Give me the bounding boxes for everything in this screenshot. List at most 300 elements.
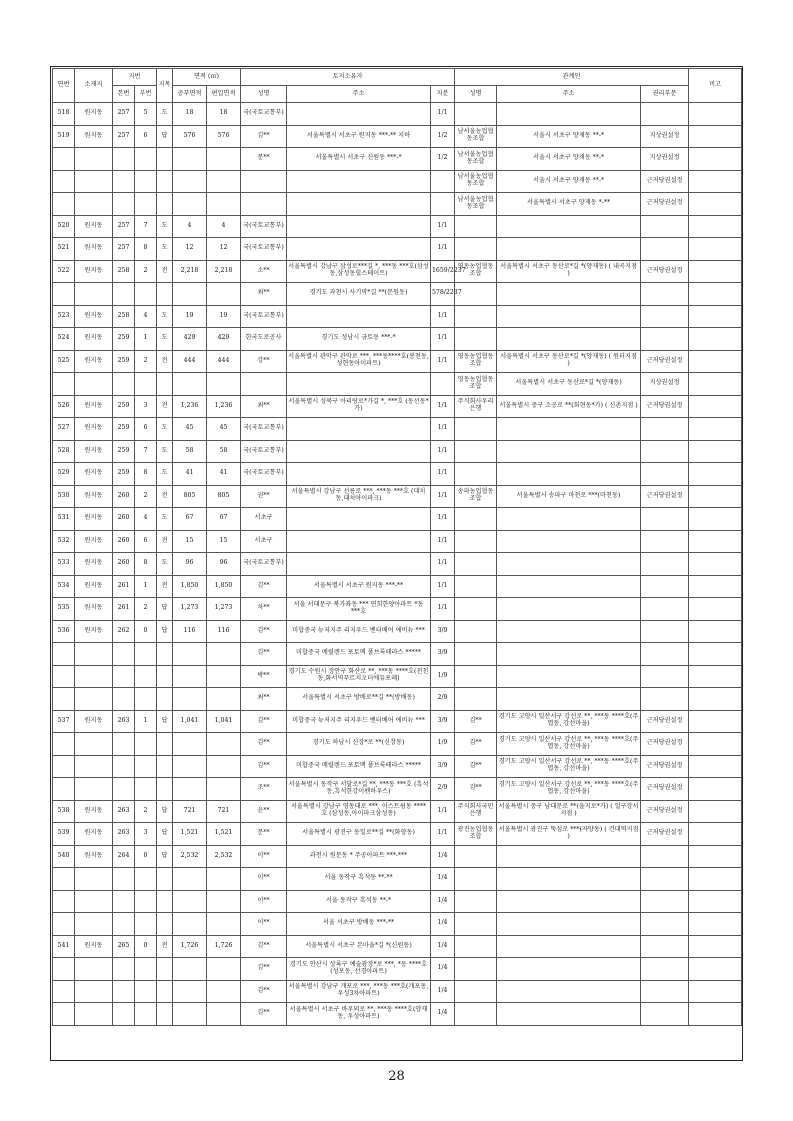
cell-seq: 531 [53, 508, 75, 531]
cell-public-area: 4 [173, 215, 207, 238]
cell-location: 원지동 [75, 553, 113, 576]
cell-location: 원지동 [75, 710, 113, 733]
cell-main-no: 259 [113, 350, 135, 373]
cell-owner-address: 서울특별시 서초구 원지동 ***-** [287, 575, 431, 598]
table-row [53, 778, 742, 801]
cell-party-name [455, 598, 497, 621]
cell-sub-no [135, 733, 157, 756]
cell-remarks [689, 665, 742, 688]
cell-party-name [455, 935, 497, 958]
cell-party-address [497, 103, 641, 126]
cell-public-area [173, 688, 207, 711]
cell-remarks [689, 148, 742, 171]
cell-sub-no [135, 643, 157, 666]
cell-sub-no [135, 980, 157, 1003]
cell-acquired-area [207, 733, 241, 756]
table-row [53, 733, 742, 756]
cell-remarks [689, 553, 742, 576]
header-area-group: 면적 (㎡) [173, 69, 241, 86]
cell-right-type [641, 980, 689, 1003]
cell-location: 원지동 [75, 823, 113, 846]
cell-location [75, 643, 113, 666]
cell-seq [53, 778, 75, 801]
cell-land-type [157, 688, 173, 711]
cell-right-type: 근저당권설정 [641, 710, 689, 733]
cell-land-type: 전 [157, 530, 173, 553]
cell-right-type [641, 688, 689, 711]
cell-party-address: 서울특별시 서초구 동산로*길 *(양재동) ( 내곡지점 ) [497, 260, 641, 283]
cell-land-type [157, 643, 173, 666]
cell-sub-no [135, 170, 157, 193]
cell-location: 원지동 [75, 620, 113, 643]
cell-seq: 537 [53, 710, 75, 733]
cell-main-no: 257 [113, 215, 135, 238]
cell-owner-name: 김** [241, 575, 287, 598]
table-row [53, 350, 742, 373]
cell-acquired-area [207, 170, 241, 193]
cell-land-type [157, 778, 173, 801]
cell-sub-no: 3 [135, 395, 157, 418]
cell-right-type: 지상권설정 [641, 125, 689, 148]
cell-land-type: 도 [157, 215, 173, 238]
cell-party-name [455, 305, 497, 328]
cell-owner-address: 서울특별시 서초구 원지동 ***-** 지하 [287, 125, 431, 148]
table-row [53, 238, 742, 261]
cell-remarks [689, 598, 742, 621]
cell-party-name: 주식회사국민은행 [455, 800, 497, 823]
cell-share: 1/4 [431, 890, 455, 913]
cell-public-area [173, 193, 207, 216]
cell-party-address [497, 620, 641, 643]
cell-land-type [157, 868, 173, 891]
cell-sub-no: 8 [135, 238, 157, 261]
cell-acquired-area: 1,273 [207, 598, 241, 621]
cell-owner-name: 문** [241, 823, 287, 846]
cell-share: 1/1 [431, 823, 455, 846]
table-row [53, 620, 742, 643]
cell-remarks [689, 373, 742, 396]
cell-party-address [497, 553, 641, 576]
cell-sub-no: 6 [135, 418, 157, 441]
cell-party-name [455, 215, 497, 238]
cell-land-type: 도 [157, 553, 173, 576]
cell-main-no [113, 868, 135, 891]
table-row [53, 148, 742, 171]
cell-share: 1/1 [431, 215, 455, 238]
cell-public-area: 12 [173, 238, 207, 261]
cell-owner-name: 김** [241, 620, 287, 643]
cell-land-type: 전 [157, 350, 173, 373]
cell-owner-address: 서울특별시 강남구 삼성로***길 *, ***동 ***호(삼성동,삼성동힐스테이트) [287, 260, 431, 283]
cell-acquired-area: 96 [207, 553, 241, 576]
cell-seq [53, 1003, 75, 1026]
cell-acquired-area [207, 868, 241, 891]
cell-owner-address [287, 103, 431, 126]
table-row [53, 980, 742, 1003]
cell-owner-name: 서초구 [241, 530, 287, 553]
cell-sub-no: 8 [135, 553, 157, 576]
cell-main-no [113, 980, 135, 1003]
cell-right-type: 근저당권설정 [641, 350, 689, 373]
cell-main-no [113, 170, 135, 193]
cell-location: 원지동 [75, 103, 113, 126]
cell-land-type: 도 [157, 103, 173, 126]
cell-public-area: 1,273 [173, 598, 207, 621]
cell-location [75, 373, 113, 396]
cell-seq [53, 643, 75, 666]
cell-owner-address: 서울 동작구 흑석동 **-** [287, 868, 431, 891]
cell-remarks [689, 733, 742, 756]
cell-public-area: 1,726 [173, 935, 207, 958]
cell-owner-address [287, 553, 431, 576]
cell-acquired-area [207, 373, 241, 396]
cell-right-type: 근저당권설정 [641, 485, 689, 508]
cell-remarks [689, 958, 742, 981]
table-row [53, 125, 742, 148]
cell-main-no [113, 373, 135, 396]
cell-owner-name: 국(국토교통부) [241, 238, 287, 261]
cell-right-type: 근저당권설정 [641, 193, 689, 216]
cell-right-type [641, 463, 689, 486]
cell-right-type [641, 643, 689, 666]
cell-main-no: 262 [113, 620, 135, 643]
cell-owner-address: 미합중국 뉴저지주 리지우드 벤터베어 에비뉴 *** [287, 620, 431, 643]
cell-acquired-area [207, 958, 241, 981]
cell-main-no: 259 [113, 440, 135, 463]
cell-share: 1/4 [431, 845, 455, 868]
table-row [53, 485, 742, 508]
cell-location: 원지동 [75, 935, 113, 958]
cell-right-type: 근저당권설정 [641, 733, 689, 756]
cell-seq: 532 [53, 530, 75, 553]
header-public-area: 공부면적 [173, 86, 207, 103]
cell-sub-no [135, 373, 157, 396]
cell-main-no [113, 733, 135, 756]
cell-acquired-area: 1,236 [207, 395, 241, 418]
table-row [53, 643, 742, 666]
cell-land-type: 도 [157, 238, 173, 261]
cell-public-area [173, 980, 207, 1003]
cell-share: 3/9 [431, 755, 455, 778]
cell-acquired-area: 1,521 [207, 823, 241, 846]
cell-seq [53, 283, 75, 306]
cell-location [75, 778, 113, 801]
cell-land-type: 도 [157, 305, 173, 328]
table-row [53, 103, 742, 126]
cell-owner-name: 김** [241, 125, 287, 148]
cell-remarks [689, 935, 742, 958]
cell-party-address [497, 913, 641, 936]
cell-public-area: 1,521 [173, 823, 207, 846]
cell-party-address [497, 890, 641, 913]
cell-main-no: 257 [113, 238, 135, 261]
cell-owner-address [287, 238, 431, 261]
cell-sub-no: 5 [135, 103, 157, 126]
table-row [53, 665, 742, 688]
cell-seq [53, 688, 75, 711]
header-land-type: 지목 [157, 69, 173, 103]
cell-location [75, 958, 113, 981]
cell-share: 1/9 [431, 665, 455, 688]
cell-owner-name: 차** [241, 598, 287, 621]
cell-public-area: 19 [173, 305, 207, 328]
cell-public-area [173, 913, 207, 936]
table-row [53, 845, 742, 868]
cell-remarks [689, 215, 742, 238]
cell-remarks [689, 620, 742, 643]
cell-share: 1/4 [431, 913, 455, 936]
cell-owner-name: 국(국토교통부) [241, 463, 287, 486]
cell-seq: 528 [53, 440, 75, 463]
cell-sub-no: 0 [135, 935, 157, 958]
cell-owner-address: 서울특별시 광진구 동일로**길 **(화양동) [287, 823, 431, 846]
cell-party-name [455, 845, 497, 868]
cell-owner-name: 윤** [241, 800, 287, 823]
cell-party-address [497, 215, 641, 238]
cell-owner-name [241, 170, 287, 193]
cell-party-name: 남서울농업협동조합 [455, 125, 497, 148]
cell-right-type [641, 845, 689, 868]
cell-party-address: 경기도 고양시 일산서구 강선로 **, ***동 ****호(주엽동, 강선마을) [497, 755, 641, 778]
cell-party-address: 서울특별시 중구 남대문로 **(을지로*가) ( 일구장서지점 ) [497, 800, 641, 823]
cell-public-area [173, 170, 207, 193]
cell-main-no: 260 [113, 530, 135, 553]
cell-share [431, 373, 455, 396]
cell-acquired-area [207, 193, 241, 216]
cell-sub-no: 2 [135, 485, 157, 508]
cell-remarks [689, 418, 742, 441]
cell-seq: 527 [53, 418, 75, 441]
cell-owner-address: 서울특별시 강남구 선릉로 ***, ***동 ***호 (대치동,대치아이파크) [287, 485, 431, 508]
cell-remarks [689, 890, 742, 913]
cell-party-address [497, 328, 641, 351]
cell-seq: 525 [53, 350, 75, 373]
cell-location [75, 733, 113, 756]
cell-public-area: 444 [173, 350, 207, 373]
cell-remarks [689, 328, 742, 351]
cell-party-address [497, 980, 641, 1003]
cell-acquired-area [207, 148, 241, 171]
cell-owner-name: 김** [241, 643, 287, 666]
cell-party-name [455, 620, 497, 643]
cell-party-name [455, 328, 497, 351]
cell-seq: 524 [53, 328, 75, 351]
cell-owner-address: 서울특별시 서초구 방배로**길 **(방배동) [287, 688, 431, 711]
cell-party-name: 광진농업협동조합 [455, 823, 497, 846]
cell-public-area [173, 890, 207, 913]
cell-sub-no [135, 1003, 157, 1026]
cell-remarks [689, 868, 742, 891]
cell-owner-address [287, 193, 431, 216]
cell-owner-name [241, 193, 287, 216]
cell-acquired-area [207, 643, 241, 666]
cell-location: 원지동 [75, 508, 113, 531]
cell-acquired-area: 429 [207, 328, 241, 351]
cell-land-type: 전 [157, 575, 173, 598]
cell-owner-address [287, 418, 431, 441]
cell-party-address [497, 530, 641, 553]
cell-owner-address: 과천시 원문동 * 주공아파트 ***-*** [287, 845, 431, 868]
cell-owner-name: 문** [241, 148, 287, 171]
table-row [53, 800, 742, 823]
cell-owner-name: 소** [241, 260, 287, 283]
cell-land-type [157, 958, 173, 981]
cell-owner-name: 김** [241, 710, 287, 733]
cell-main-no: 261 [113, 575, 135, 598]
cell-sub-no: 1 [135, 575, 157, 598]
cell-sub-no [135, 688, 157, 711]
cell-land-type: 답 [157, 620, 173, 643]
cell-sub-no: 0 [135, 845, 157, 868]
cell-right-type [641, 305, 689, 328]
cell-seq [53, 665, 75, 688]
cell-owner-name: 국(국토교통부) [241, 103, 287, 126]
cell-share: 1/1 [431, 575, 455, 598]
cell-remarks [689, 575, 742, 598]
table-body [53, 103, 742, 1026]
cell-sub-no: 1 [135, 710, 157, 733]
cell-seq: 521 [53, 238, 75, 261]
cell-remarks [689, 103, 742, 126]
cell-seq [53, 373, 75, 396]
cell-seq: 535 [53, 598, 75, 621]
cell-owner-address: 서울특별시 서초구 신원동 ***-* [287, 148, 431, 171]
cell-sub-no: 6 [135, 125, 157, 148]
cell-location: 원지동 [75, 485, 113, 508]
cell-location: 원지동 [75, 125, 113, 148]
cell-party-name [455, 553, 497, 576]
cell-acquired-area: 67 [207, 508, 241, 531]
cell-seq [53, 980, 75, 1003]
cell-seq [53, 958, 75, 981]
cell-location [75, 755, 113, 778]
cell-public-area [173, 958, 207, 981]
cell-main-no: 265 [113, 935, 135, 958]
cell-party-name: 김** [455, 755, 497, 778]
cell-public-area [173, 868, 207, 891]
cell-right-type: 근저당권설정 [641, 395, 689, 418]
cell-public-area: 805 [173, 485, 207, 508]
cell-share: 1/9 [431, 733, 455, 756]
cell-acquired-area: 805 [207, 485, 241, 508]
table-row [53, 463, 742, 486]
cell-owner-name: 김** [241, 755, 287, 778]
cell-remarks [689, 980, 742, 1003]
cell-public-area: 58 [173, 440, 207, 463]
cell-location [75, 170, 113, 193]
cell-land-type: 전 [157, 260, 173, 283]
cell-public-area [173, 283, 207, 306]
cell-remarks [689, 238, 742, 261]
cell-owner-name: 최** [241, 688, 287, 711]
cell-remarks [689, 463, 742, 486]
cell-acquired-area: 4 [207, 215, 241, 238]
table-row [53, 913, 742, 936]
cell-right-type [641, 283, 689, 306]
table-row [53, 890, 742, 913]
cell-owner-name: 이** [241, 890, 287, 913]
cell-main-no [113, 1003, 135, 1026]
cell-party-name [455, 575, 497, 598]
cell-location: 원지동 [75, 800, 113, 823]
cell-land-type [157, 913, 173, 936]
cell-seq [53, 733, 75, 756]
cell-location: 원지동 [75, 530, 113, 553]
cell-land-type: 답 [157, 598, 173, 621]
cell-owner-address: 서울특별시 성북구 아리랑로*가길 *, ***호 (동선동*가) [287, 395, 431, 418]
cell-public-area: 2,218 [173, 260, 207, 283]
cell-public-area: 1,850 [173, 575, 207, 598]
cell-owner-name: 박** [241, 665, 287, 688]
cell-sub-no [135, 958, 157, 981]
cell-acquired-area: 1,041 [207, 710, 241, 733]
cell-remarks [689, 710, 742, 733]
cell-right-type [641, 598, 689, 621]
cell-main-no [113, 890, 135, 913]
cell-land-type [157, 283, 173, 306]
cell-acquired-area [207, 688, 241, 711]
cell-party-name [455, 418, 497, 441]
cell-seq: 529 [53, 463, 75, 486]
cell-owner-name: 김** [241, 980, 287, 1003]
cell-acquired-area: 45 [207, 418, 241, 441]
cell-share: 1/1 [431, 440, 455, 463]
header-party-address: 주소 [497, 86, 641, 103]
cell-main-no [113, 958, 135, 981]
cell-acquired-area: 18 [207, 103, 241, 126]
cell-owner-address: 경기도 과천시 사기막*길 **(문원동) [287, 283, 431, 306]
cell-share: 1/4 [431, 958, 455, 981]
cell-right-type: 근저당권설정 [641, 778, 689, 801]
table-header [53, 69, 742, 103]
cell-party-address [497, 305, 641, 328]
cell-party-address [497, 283, 641, 306]
cell-acquired-area: 576 [207, 125, 241, 148]
cell-seq: 523 [53, 305, 75, 328]
cell-location: 원지동 [75, 215, 113, 238]
cell-main-no: 264 [113, 845, 135, 868]
cell-party-name [455, 890, 497, 913]
cell-public-area: 1,041 [173, 710, 207, 733]
cell-public-area: 1,236 [173, 395, 207, 418]
cell-owner-name: 강** [241, 350, 287, 373]
cell-main-no [113, 643, 135, 666]
cell-party-address [497, 1003, 641, 1026]
cell-public-area: 576 [173, 125, 207, 148]
cell-seq: 526 [53, 395, 75, 418]
cell-main-no: 263 [113, 823, 135, 846]
cell-seq: 536 [53, 620, 75, 643]
cell-right-type [641, 215, 689, 238]
cell-owner-name: 국(국토교통부) [241, 215, 287, 238]
cell-land-type [157, 1003, 173, 1026]
cell-owner-address: 경기도 안산시 상록구 예술광장*로 ***, *동 ****호(성포동, 선경아파트) [287, 958, 431, 981]
cell-party-address [497, 508, 641, 531]
cell-right-type [641, 328, 689, 351]
cell-party-name [455, 913, 497, 936]
cell-main-no [113, 688, 135, 711]
cell-party-name [455, 1003, 497, 1026]
cell-party-address: 서울특별시 서초구 동산로*길 *(양재동) ( 원터지점 ) [497, 350, 641, 373]
cell-seq [53, 755, 75, 778]
cell-right-type: 근저당권설정 [641, 800, 689, 823]
header-share: 지분 [431, 86, 455, 103]
cell-owner-address [287, 170, 431, 193]
cell-party-name [455, 530, 497, 553]
cell-owner-name: 조** [241, 778, 287, 801]
cell-share: 1/1 [431, 530, 455, 553]
cell-remarks [689, 125, 742, 148]
